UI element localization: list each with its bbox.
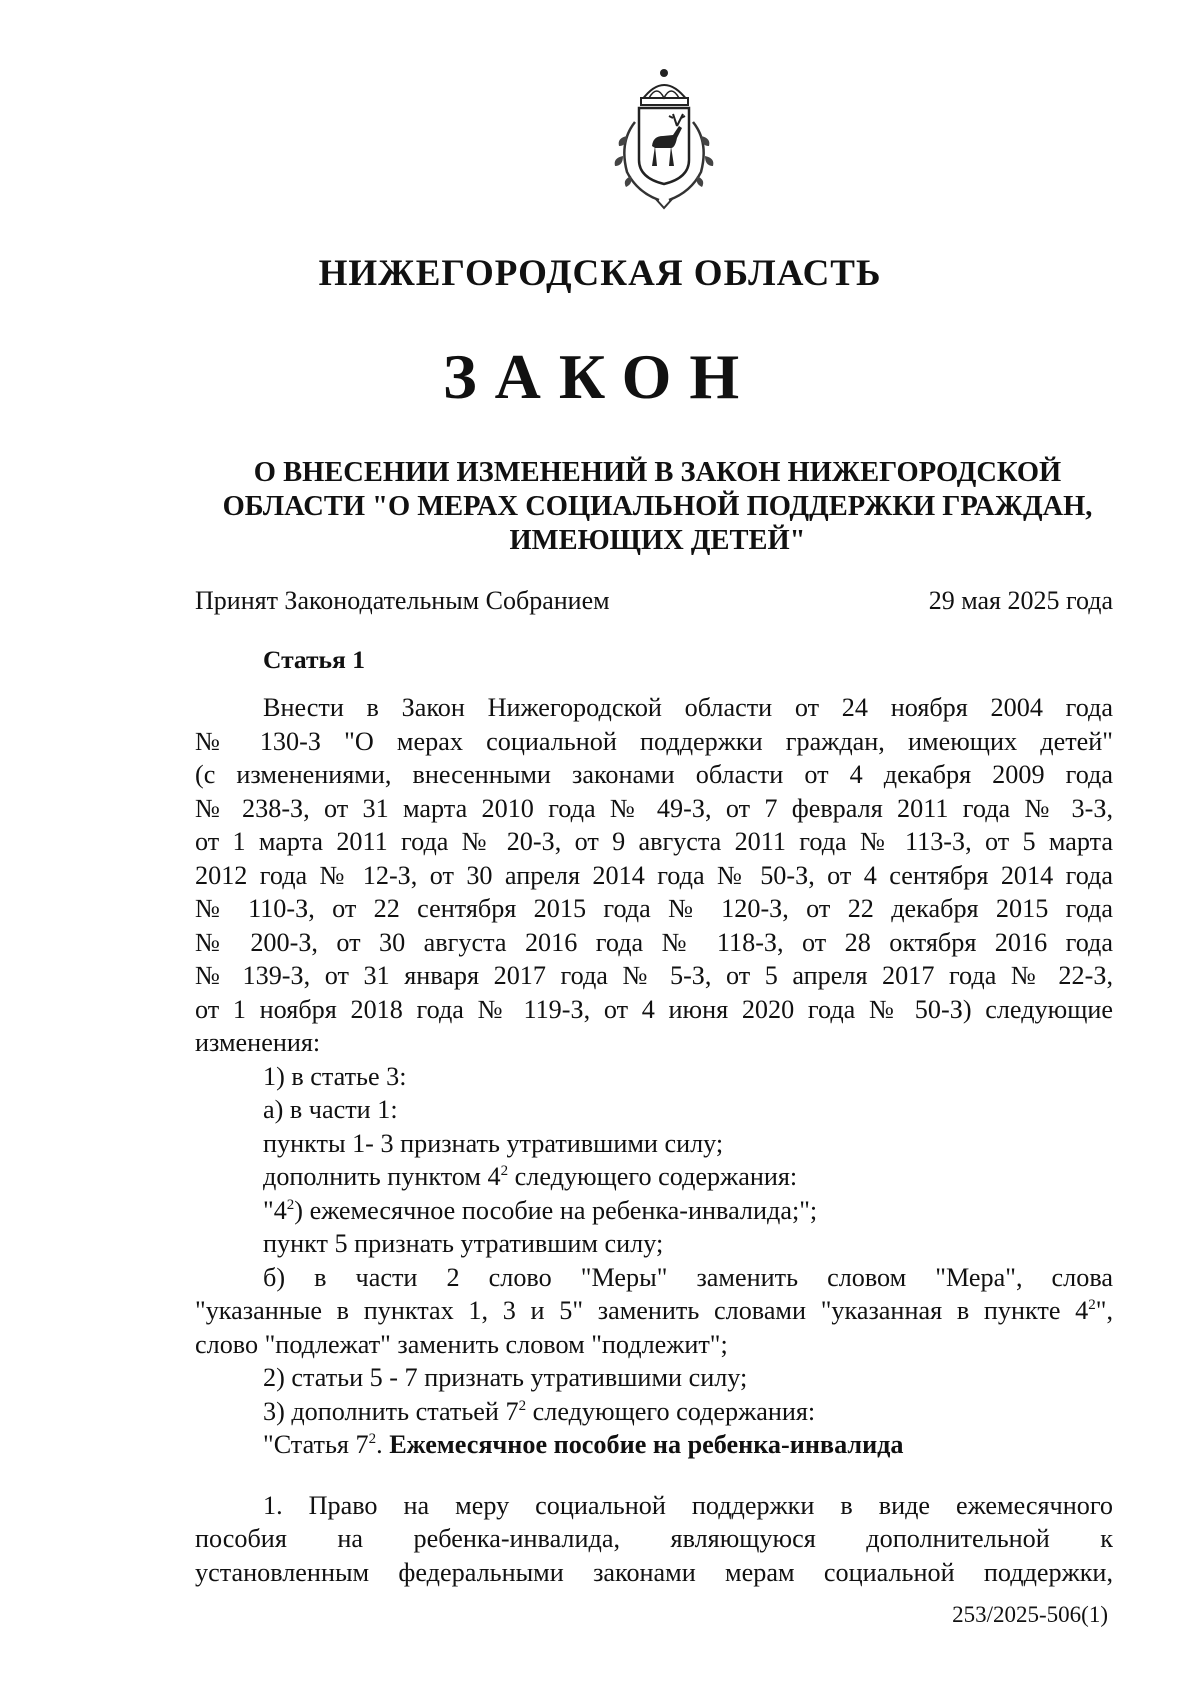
- text-line: № 200-З, от 30 августа 2016 года № 118-З, от 28 октября 2016 года: [195, 927, 1113, 957]
- new-article-heading: "Статья $7^2$. Ежемесячное пособие на ребенка-инвалида: [263, 1430, 904, 1459]
- text-line: № 238-З, от 31 марта 2010 года № 49-З, от 7 февраля 2011 года № 3-З,: [195, 793, 1113, 823]
- article-heading: Статья 1: [263, 645, 365, 674]
- text-line: изменения:: [195, 1028, 321, 1057]
- text-line: № 110-З, от 22 сентября 2015 года № 120-З, от 22 декабря 2015 года: [195, 894, 1113, 923]
- text-line: установленным федеральными законами мерам социальной поддержки,: [195, 1557, 1113, 1587]
- text-line: 2012 года № 12-З, от 30 апреля 2014 года № 50-З, от 4 сентября 2014 года: [195, 860, 1113, 890]
- text-line: от 1 марта 2011 года № 20-З, от 9 августа 2011 года № 113-З, от 5 марта: [195, 827, 1113, 856]
- document-number: 253/2025-506(1): [952, 1602, 1108, 1627]
- text-line: слово "подлежат" заменить словом "подлежит";: [195, 1329, 728, 1359]
- list-item: 3) дополнить статьей $7^2$ следующего содержания:: [263, 1396, 816, 1426]
- document-type-title: ЗАКОН: [442, 341, 758, 412]
- law-heading-line: ИМЕЮЩИХ ДЕТЕЙ": [509, 525, 806, 556]
- list-item: пункт 5 признать утратившим силу;: [263, 1229, 664, 1258]
- text-line: 1. Право на меру социальной поддержки в виде ежемесячного: [263, 1490, 1113, 1520]
- text-line: № 130-З "О мерах социальной поддержки граждан, имеющих детей": [195, 726, 1113, 756]
- adoption-line: [195, 586, 1113, 616]
- list-item: пункты 1- 3 признать утратившими силу;: [263, 1128, 724, 1158]
- list-item: а) в части 1:: [263, 1095, 398, 1124]
- text-line: № 139-З, от 31 января 2017 года № 5-З, от 5 апреля 2017 года № 22-З,: [195, 961, 1113, 990]
- article-body: [195, 691, 1113, 1589]
- list-item: 2) статьи 5 - 7 признать утратившими силу;: [263, 1363, 748, 1392]
- list-item: 1) в статье 3:: [263, 1061, 407, 1091]
- list-item: "$4^2$) ежемесячное пособие на ребенка-инвалида;";: [263, 1195, 818, 1225]
- law-heading-line: ОБЛАСТИ "О МЕРАХ СОЦИАЛЬНОЙ ПОДДЕРЖКИ ГРАЖДАН,: [222, 491, 1093, 522]
- nizhny-novgorod-coat-of-arms-icon: [597, 62, 732, 212]
- law-heading: [195, 456, 1120, 558]
- text-line: пособия на ребенка-инвалида, являющуюся дополнительной к: [195, 1524, 1113, 1553]
- region-title: НИЖЕГОРОДСКАЯ ОБЛАСТЬ: [318, 253, 882, 294]
- text-line: Внести в Закон Нижегородской области от 24 ноября 2004 года: [263, 693, 1113, 722]
- text-line: (с изменениями, внесенными законами области от 4 декабря 2009 года: [195, 760, 1113, 789]
- adoption-date: 29 мая 2025 года: [928, 586, 1113, 615]
- spacer: [195, 1462, 1113, 1489]
- list-item: б) в части 2 слово "Меры" заменить словом "Мера", слова: [263, 1262, 1113, 1292]
- text-line: "указанные в пунктах 1, 3 и 5" заменить словами "указанная в пункте $4^2$",: [195, 1296, 1113, 1325]
- law-heading-line: О ВНЕСЕНИИ ИЗМЕНЕНИЙ В ЗАКОН НИЖЕГОРОДСКОЙ: [253, 457, 1062, 488]
- list-item: дополнить пунктом $4^2$ следующего содержания:: [263, 1162, 798, 1191]
- text-line: от 1 ноября 2018 года № 119-З, от 4 июня 2020 года № 50-З) следующие: [195, 994, 1113, 1024]
- adoption-text: Принят Законодательным Собранием: [195, 586, 610, 615]
